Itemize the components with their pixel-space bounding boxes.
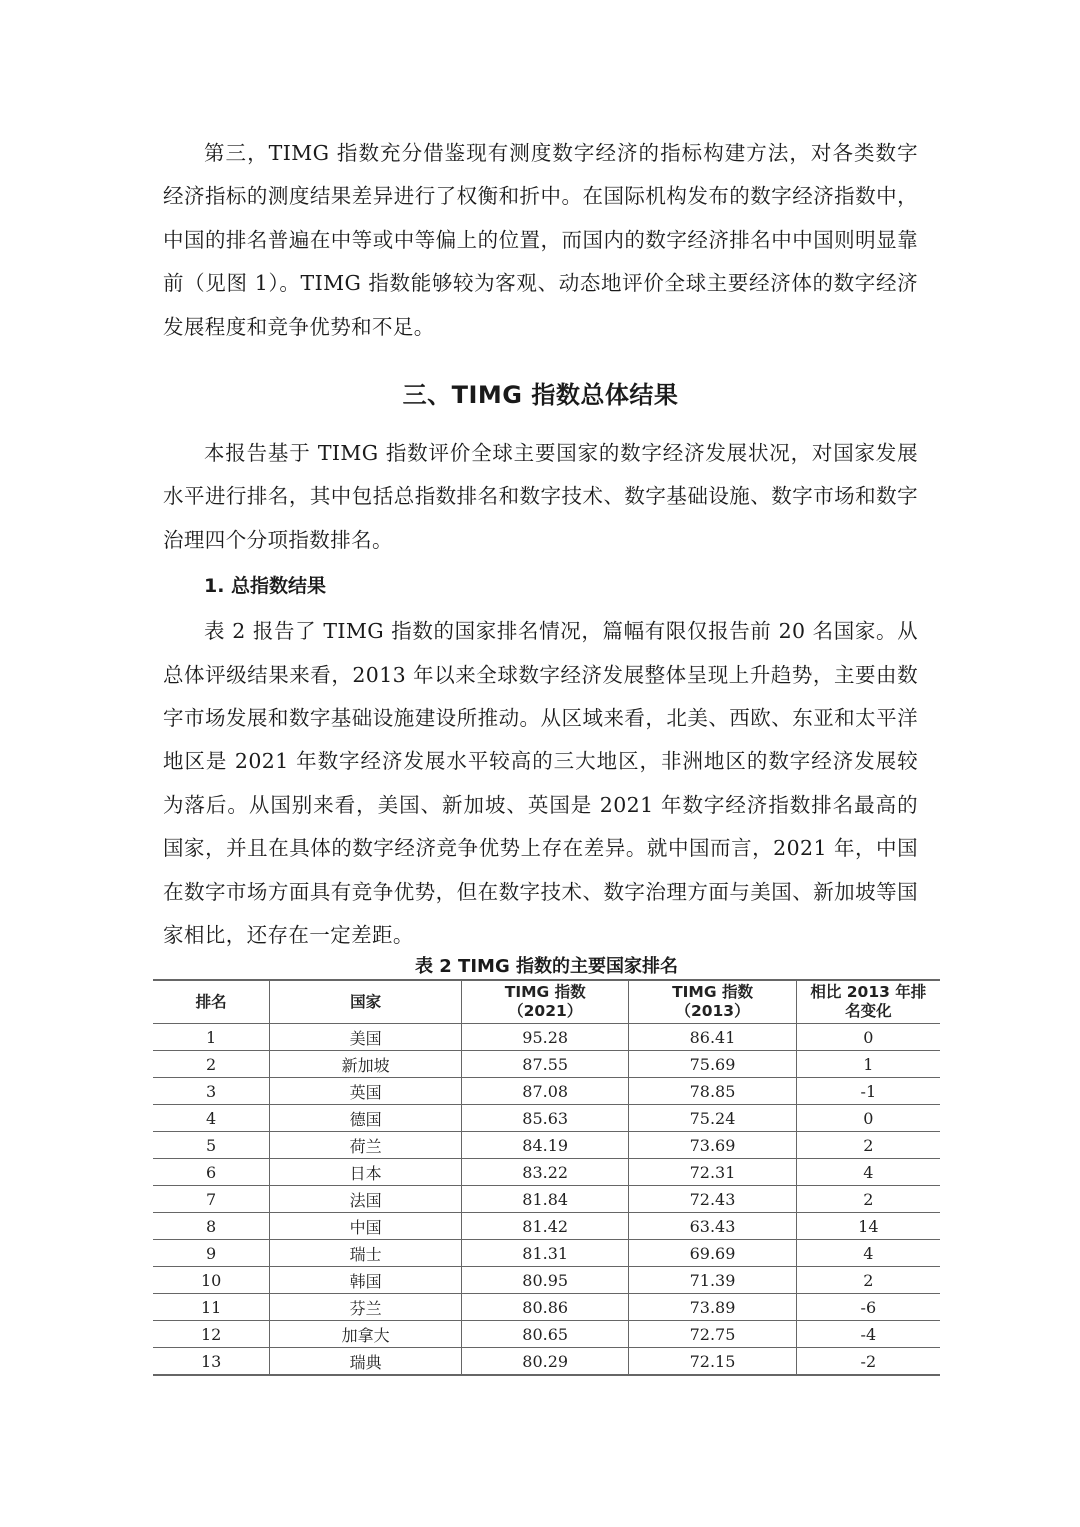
- table-row: [153, 1159, 940, 1186]
- header-index-2021-line2: （2021）: [508, 1002, 583, 1020]
- cell-rank: 1: [153, 1024, 270, 1051]
- cell-rank-change: 2: [796, 1132, 940, 1159]
- header-rank-change-line2: 名变化: [845, 1002, 892, 1020]
- header-index-2021-line1: TIMG 指数: [504, 983, 586, 1001]
- table-row: [153, 1267, 940, 1294]
- cell-rank-change: 1: [796, 1051, 940, 1078]
- cell-index-2021: 80.29: [462, 1348, 629, 1376]
- cell-rank-change: -1: [796, 1078, 940, 1105]
- cell-rank: 9: [153, 1240, 270, 1267]
- cell-country: 新加坡: [270, 1051, 462, 1078]
- table-header-row: [153, 980, 940, 1024]
- cell-rank-change: -4: [796, 1321, 940, 1348]
- cell-rank: 8: [153, 1213, 270, 1240]
- cell-index-2021: 81.42: [462, 1213, 629, 1240]
- table-row: [153, 1024, 940, 1051]
- cell-index-2013: 75.69: [629, 1051, 796, 1078]
- header-rank: 排名: [153, 980, 270, 1024]
- cell-index-2021: 84.19: [462, 1132, 629, 1159]
- cell-rank-change: 4: [796, 1240, 940, 1267]
- cell-rank: 5: [153, 1132, 270, 1159]
- document-page: [163, 132, 918, 958]
- cell-index-2021: 80.65: [462, 1321, 629, 1348]
- cell-country: 芬兰: [270, 1294, 462, 1321]
- cell-country: 日本: [270, 1159, 462, 1186]
- cell-rank: 3: [153, 1078, 270, 1105]
- header-rank-change: [796, 980, 940, 1024]
- cell-country: 德国: [270, 1105, 462, 1132]
- cell-index-2013: 72.15: [629, 1348, 796, 1376]
- cell-index-2013: 73.69: [629, 1132, 796, 1159]
- header-index-2013-line2: （2013）: [675, 1002, 750, 1020]
- table-row: [153, 1105, 940, 1132]
- header-rank-change-line1: 相比 2013 年排: [810, 983, 927, 1001]
- cell-index-2021: 81.31: [462, 1240, 629, 1267]
- cell-rank: 7: [153, 1186, 270, 1213]
- cell-index-2013: 72.43: [629, 1186, 796, 1213]
- cell-index-2013: 71.39: [629, 1267, 796, 1294]
- cell-index-2013: 73.89: [629, 1294, 796, 1321]
- cell-rank: 13: [153, 1348, 270, 1376]
- header-index-2013-line1: TIMG 指数: [672, 983, 753, 1001]
- cell-rank: 12: [153, 1321, 270, 1348]
- cell-index-2021: 85.63: [462, 1105, 629, 1132]
- table-row: [153, 1078, 940, 1105]
- cell-rank-change: 2: [796, 1267, 940, 1294]
- table-row: [153, 1186, 940, 1213]
- section-heading: 三、TIMG 指数总体结果: [402, 381, 679, 410]
- cell-rank-change: 2: [796, 1186, 940, 1213]
- cell-country: 韩国: [270, 1267, 462, 1294]
- cell-index-2013: 75.24: [629, 1105, 796, 1132]
- table-row: [153, 1321, 940, 1348]
- ranking-table: [153, 979, 940, 1376]
- cell-country: 瑞典: [270, 1348, 462, 1376]
- table-row: [153, 1294, 940, 1321]
- cell-rank: 4: [153, 1105, 270, 1132]
- cell-index-2013: 63.43: [629, 1213, 796, 1240]
- cell-country: 美国: [270, 1024, 462, 1051]
- table-row: [153, 1240, 940, 1267]
- paragraph-report-overview: 本报告基于 TIMG 指数评价全球主要国家的数字经济发展状况，对国家发展水平进行排名，其中包括总指数排名和数字技术、数字基础设施、数字市场和数字治理四个分项指数排名。: [163, 441, 918, 552]
- cell-rank: 6: [153, 1159, 270, 1186]
- cell-index-2013: 86.41: [629, 1024, 796, 1051]
- table-row: [153, 1051, 940, 1078]
- cell-rank: 2: [153, 1051, 270, 1078]
- cell-country: 加拿大: [270, 1321, 462, 1348]
- cell-rank-change: 14: [796, 1213, 940, 1240]
- cell-rank: 11: [153, 1294, 270, 1321]
- cell-index-2013: 72.31: [629, 1159, 796, 1186]
- cell-country: 中国: [270, 1213, 462, 1240]
- cell-rank-change: 0: [796, 1024, 940, 1051]
- cell-index-2013: 72.75: [629, 1321, 796, 1348]
- paragraph-overall-results: 表 2 报告了 TIMG 指数的国家排名情况，篇幅有限仅报告前 20 名国家。从总体评级结果来看，2013 年以来全球数字经济发展整体呈现上升趋势，主要由数字市场发展和数字基础设施建设所推动。从区域来看，北美、西欧、东亚和太平洋地区是 2021 年数字经济发展水平较高的三大地区，非洲地区的数字经济发展较为落后。从国别来看，美国、新加坡、英国是 2021 年数字经济指数排名最高的国家，并且在具体的数字经济竞争优势上存在差异。就中国而言，2021 年，中国在数字市场方面具有竞争优势，但在数字技术、数字治理方面与美国、新加坡等国家相比，还存在一定差距。: [163, 619, 918, 948]
- header-index-2021: [462, 980, 629, 1024]
- cell-index-2021: 81.84: [462, 1186, 629, 1213]
- cell-index-2021: 95.28: [462, 1024, 629, 1051]
- cell-country: 瑞士: [270, 1240, 462, 1267]
- cell-index-2013: 69.69: [629, 1240, 796, 1267]
- cell-index-2021: 80.86: [462, 1294, 629, 1321]
- cell-rank-change: -2: [796, 1348, 940, 1376]
- cell-index-2013: 78.85: [629, 1078, 796, 1105]
- cell-country: 英国: [270, 1078, 462, 1105]
- subheading-overall-results: 1. 总指数结果: [204, 575, 327, 598]
- header-country: 国家: [270, 980, 462, 1024]
- cell-country: 荷兰: [270, 1132, 462, 1159]
- header-index-2013: [629, 980, 796, 1024]
- paragraph-timg-methodology: 第三，TIMG 指数充分借鉴现有测度数字经济的指标构建方法，对各类数字经济指标的测度结果差异进行了权衡和折中。在国际机构发布的数字经济指数中，中国的排名普遍在中等或中等偏上的位置，而国内的数字经济排名中中国则明显靠前（见图 1）。TIMG 指数能够较为客观、动态地评价全球主要经济体的数字经济发展程度和竞争优势和不足。: [163, 141, 918, 339]
- cell-rank-change: 4: [796, 1159, 940, 1186]
- cell-rank-change: 0: [796, 1105, 940, 1132]
- table-row: [153, 1213, 940, 1240]
- table-body: [153, 1024, 940, 1376]
- cell-index-2021: 80.95: [462, 1267, 629, 1294]
- table-row: [153, 1132, 940, 1159]
- cell-index-2021: 87.08: [462, 1078, 629, 1105]
- table-caption: 表 2 TIMG 指数的主要国家排名: [415, 956, 678, 977]
- cell-rank-change: -6: [796, 1294, 940, 1321]
- cell-country: 法国: [270, 1186, 462, 1213]
- cell-index-2021: 87.55: [462, 1051, 629, 1078]
- cell-index-2021: 83.22: [462, 1159, 629, 1186]
- cell-rank: 10: [153, 1267, 270, 1294]
- table-row: [153, 1348, 940, 1376]
